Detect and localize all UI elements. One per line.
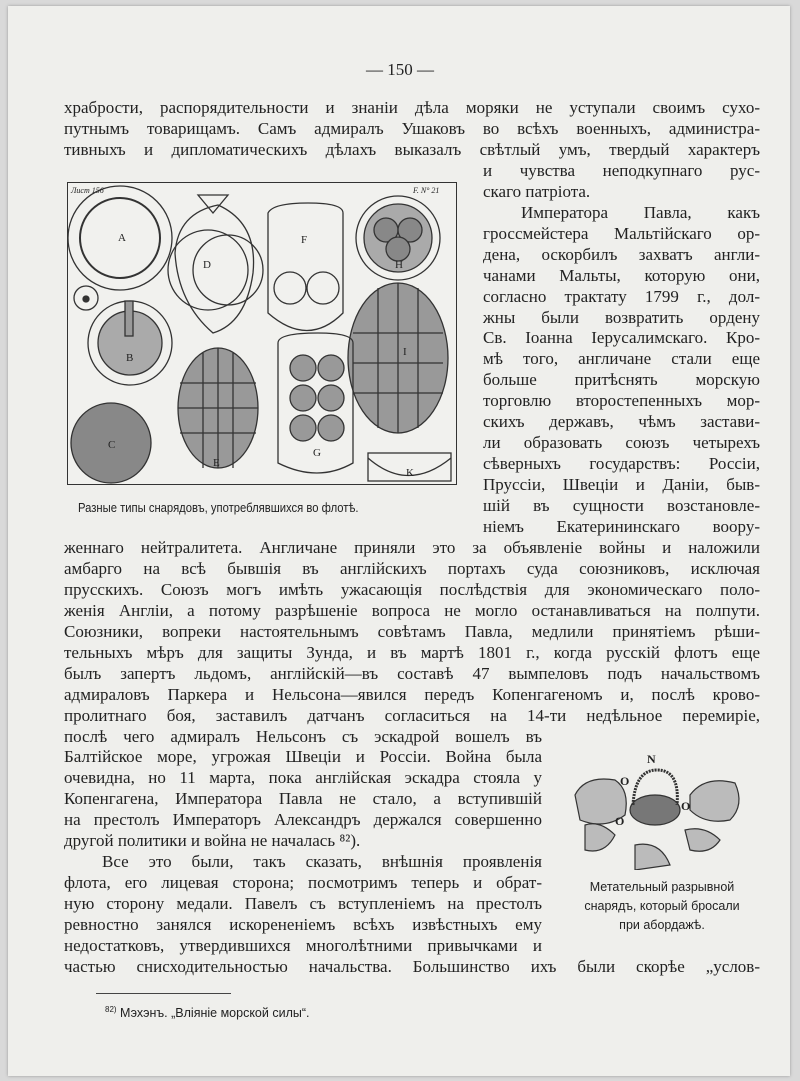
text-line: женнаго нейтралитета. Англичане приняли это за объявленiе войны и наложили <box>64 538 760 557</box>
grenade-caption-line: при абордажѣ. <box>619 918 705 932</box>
footnote-mark: 82) <box>105 1005 117 1014</box>
text-line: пролитнаго боя, заставилъ датчанъ согласиться на 14-ти недѣльное перемирiе, <box>64 706 760 725</box>
text-line: чанами Мальты, которую они, <box>483 266 760 285</box>
figure-label-d: D <box>203 259 211 271</box>
text-line: путнымъ товарищамъ. Самъ адмиралъ Ушаковъ во всѣхъ военныхъ, администра- <box>64 119 760 138</box>
figure-corner-right: F. N° 21 <box>413 186 440 195</box>
text-line: тельныхъ мѣръ для защиты Зунда, и въ мартѣ 1801 г., когда русскiй флотъ еще <box>64 643 760 662</box>
text-line: скаго патрiота. <box>483 182 591 201</box>
text-line: адмираловъ Паркера и Нельсона—явился передъ Копенгагеномъ и, послѣ крово- <box>64 685 760 704</box>
text-line: амбарго на всѣ бывшiя въ англiйскихъ портахъ суда союзниковъ, исключая <box>64 559 760 578</box>
text-line: женiя Англiи, а потому разрѣшенiе вопроса не могло останавливаться на полпути. <box>64 601 760 620</box>
text-line: Императора Павла, какъ <box>521 203 760 222</box>
text-line: Все это были, такъ сказать, внѣшнiя проявленiя <box>102 852 542 871</box>
figure-label-k: K <box>406 467 414 479</box>
figure-corner-left: Лист 156 <box>71 186 104 195</box>
footnote <box>105 1005 309 1020</box>
figure-label-h: H <box>395 259 403 271</box>
text-line: сѣверныхъ государствъ: Россiи, <box>483 454 760 473</box>
text-line: ревностно занялся искорененiемъ всѣхъ извѣстныхъ ему <box>64 915 542 934</box>
text-line: нiемъ Екатерининскаго воору- <box>483 517 760 536</box>
text-line: прусскихъ. Союзъ могъ имѣть ужасающiя послѣдствiя для экономическаго поло- <box>64 580 760 599</box>
grenade-label-n: N <box>647 755 656 766</box>
shells-figure <box>67 182 457 485</box>
grenade-label-o1: O <box>620 774 630 788</box>
text-line: очевидна, но 11 марта, пока англiйская эскадра стояла у <box>64 768 542 787</box>
grenade-illustration <box>565 755 760 870</box>
text-line: послѣ чего адмиралъ Нельсонъ съ эскадрой вошелъ въ <box>64 727 542 746</box>
footnote-text: Мэхэнъ. „Влiянiе морской силы“. <box>120 1006 310 1021</box>
figure-label-c: C <box>108 439 116 451</box>
text-line: недостатковъ, утвердившихся многолѣтними привычками и <box>64 936 542 955</box>
text-line: согласно трактату 1799 г., дол- <box>483 287 760 306</box>
text-line: Пруссiи, Швецiи и Данiи, быв- <box>483 475 760 494</box>
text-line: былъ запертъ льдомъ, англiйскiй—въ составѣ 47 вымпеловъ подъ начальствомъ <box>64 664 760 683</box>
text-line: Копенгагена, Императора Павла не стало, а вступившiй <box>64 789 542 808</box>
shells-illustration <box>68 183 456 484</box>
text-line: храбрости, распорядительности и знанiи дѣла моряки не уступали своимъ сухо- <box>64 98 760 117</box>
figure-label-b: B <box>126 352 134 364</box>
text-line: на престолъ Императоръ Александръ держался совершенно <box>64 810 542 829</box>
footnote-rule <box>96 993 231 994</box>
figure-label-e: E <box>213 457 220 469</box>
text-line: мѣ того, англичане стали еще <box>483 349 760 368</box>
grenade-caption-line: Метательный разрывной <box>589 880 735 894</box>
text-line: гроссмейстера Мальтiйскаго ор- <box>483 224 760 243</box>
text-line: Союзники, вопреки настоятельнымъ совѣтамъ Павла, медлили принятiемъ рѣши- <box>64 622 760 641</box>
text-line: Балтiйское море, угрожая Швецiи и Россiи. Война была <box>64 747 542 766</box>
text-line: шiй въ сущности возстановле- <box>483 496 760 515</box>
figure-caption: Разные типы снарядовъ, употреблявшихся во флотѣ. <box>78 501 359 515</box>
text-line: и чувства неподкупнаго рус- <box>483 161 760 180</box>
text-line: торговлю второстепенныхъ мор- <box>483 391 760 410</box>
grenade-label-o2: O <box>615 814 625 828</box>
text-line: тивныхъ и дипломатическихъ дѣлахъ выказалъ свѣтлый умъ, твердый характеръ <box>64 140 760 159</box>
text-line: больше притѣснять морскую <box>483 370 760 389</box>
figure-label-f: F <box>301 234 308 246</box>
grenade-caption <box>552 878 772 935</box>
grenade-figure <box>565 755 760 870</box>
grenade-label-o3: O <box>681 799 691 813</box>
text-line: скихъ державъ, чѣмъ застави- <box>483 412 760 431</box>
figure-label-a: A <box>118 232 126 244</box>
text-line: другой политики и война не началась ⁸²). <box>64 831 361 850</box>
figure-label-g: G <box>313 447 321 459</box>
page-number: — 150 — <box>366 60 434 79</box>
text-line: дена, оскорбилъ захватъ англи- <box>483 245 760 264</box>
grenade-caption-line: снарядъ, который бросали <box>584 899 740 913</box>
text-line: флота, его лицевая сторона; посмотримъ теперь и обрат- <box>64 873 542 892</box>
figure-label-i: I <box>403 346 407 358</box>
text-line: ли образовать союзъ четырехъ <box>483 433 760 452</box>
text-line: жны были возвратить ордену <box>483 308 760 327</box>
text-line: частью снисходительностью начальства. Большинство ихъ были скорѣе „услов- <box>64 957 760 976</box>
text-line: ную сторону медали. Павелъ съ вступленiемъ на престолъ <box>64 894 542 913</box>
text-line: Св. Iоанна Iерусалимскаго. Кро- <box>483 328 760 347</box>
